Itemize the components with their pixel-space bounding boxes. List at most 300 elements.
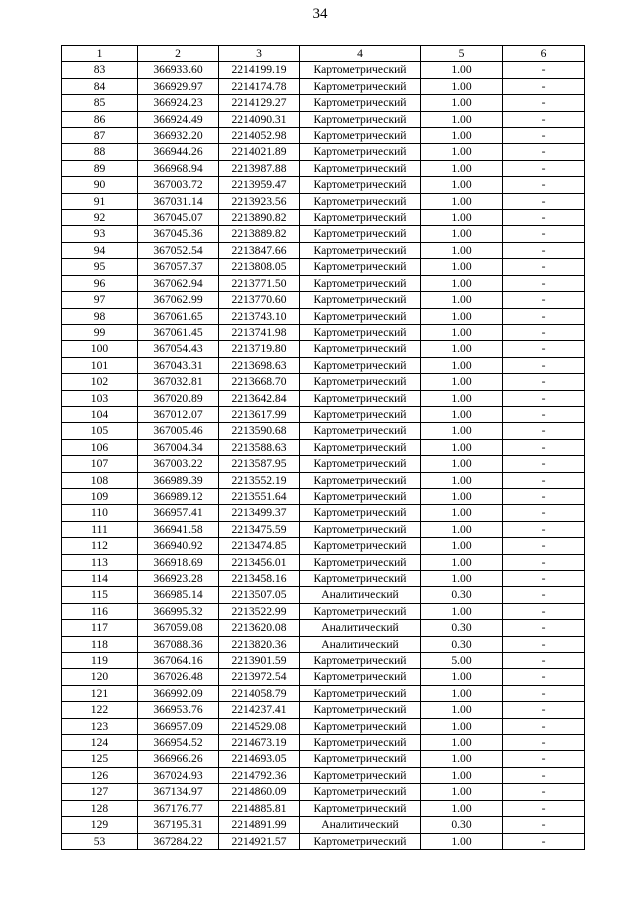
table-cell: 91: [62, 193, 138, 209]
table-cell: -: [503, 767, 585, 783]
table-cell: 0.30: [421, 620, 503, 636]
table-cell: 1.00: [421, 784, 503, 800]
column-header: 4: [300, 46, 421, 62]
table-cell: 83: [62, 62, 138, 78]
column-header: 2: [138, 46, 219, 62]
table-cell: -: [503, 751, 585, 767]
table-cell: 367045.07: [138, 210, 219, 226]
table-cell: Картометрический: [300, 735, 421, 751]
table-cell: Картометрический: [300, 62, 421, 78]
table-cell: 97: [62, 292, 138, 308]
table-cell: 1.00: [421, 259, 503, 275]
table-cell: 367134.97: [138, 784, 219, 800]
table-cell: 366944.26: [138, 144, 219, 160]
table-row: [62, 685, 585, 701]
table-row: [62, 735, 585, 751]
table-cell: 2213890.82: [219, 210, 300, 226]
table-cell: 2213820.36: [219, 636, 300, 652]
table-cell: Картометрический: [300, 653, 421, 669]
table-cell: 367004.34: [138, 439, 219, 455]
table-cell: Аналитический: [300, 636, 421, 652]
table-cell: -: [503, 193, 585, 209]
table-cell: -: [503, 833, 585, 849]
table-cell: Картометрический: [300, 833, 421, 849]
table-cell: 367064.16: [138, 653, 219, 669]
table-cell: Картометрический: [300, 341, 421, 357]
table-row: [62, 193, 585, 209]
table-cell: 1.00: [421, 488, 503, 504]
table-row: [62, 390, 585, 406]
table-cell: 367062.99: [138, 292, 219, 308]
table-cell: Картометрический: [300, 242, 421, 258]
table-cell: 2213743.10: [219, 308, 300, 324]
table-cell: Картометрический: [300, 111, 421, 127]
table-cell: 2214199.19: [219, 62, 300, 78]
table-cell: 1.00: [421, 767, 503, 783]
table-cell: 366995.32: [138, 603, 219, 619]
table-cell: 2213587.95: [219, 456, 300, 472]
table-cell: 87: [62, 128, 138, 144]
table-cell: 101: [62, 357, 138, 373]
table-row: [62, 603, 585, 619]
table-cell: Картометрический: [300, 767, 421, 783]
table-cell: 1.00: [421, 78, 503, 94]
table-cell: 114: [62, 571, 138, 587]
table-row: [62, 505, 585, 521]
table-cell: 1.00: [421, 374, 503, 390]
table-cell: 126: [62, 767, 138, 783]
table-cell: Картометрический: [300, 210, 421, 226]
table-cell: 98: [62, 308, 138, 324]
table-cell: 118: [62, 636, 138, 652]
table-cell: -: [503, 571, 585, 587]
table-cell: 90: [62, 177, 138, 193]
table-cell: 109: [62, 488, 138, 504]
table-cell: 366924.23: [138, 95, 219, 111]
table-cell: -: [503, 226, 585, 242]
table-row: [62, 751, 585, 767]
table-cell: -: [503, 210, 585, 226]
table-row: [62, 210, 585, 226]
table-cell: Картометрический: [300, 374, 421, 390]
table-cell: 1.00: [421, 505, 503, 521]
table-cell: 1.00: [421, 160, 503, 176]
table-cell: 92: [62, 210, 138, 226]
table-cell: -: [503, 308, 585, 324]
table-cell: 367062.94: [138, 275, 219, 291]
table-row: [62, 784, 585, 800]
table-cell: 367024.93: [138, 767, 219, 783]
table-cell: 2213499.37: [219, 505, 300, 521]
table-row: [62, 242, 585, 258]
table-cell: 1.00: [421, 144, 503, 160]
table-cell: 2214237.41: [219, 702, 300, 718]
table-cell: 367054.43: [138, 341, 219, 357]
table-row: [62, 341, 585, 357]
table-row: [62, 292, 585, 308]
table-cell: 2213959.47: [219, 177, 300, 193]
table-cell: 1.00: [421, 210, 503, 226]
table-cell: 366923.28: [138, 571, 219, 587]
table-cell: Картометрический: [300, 702, 421, 718]
table-row: [62, 324, 585, 340]
table-cell: 1.00: [421, 800, 503, 816]
table-row: [62, 571, 585, 587]
table-row: [62, 587, 585, 603]
table-cell: 84: [62, 78, 138, 94]
table-cell: 2214090.31: [219, 111, 300, 127]
table-cell: 0.30: [421, 817, 503, 833]
table-cell: 1.00: [421, 702, 503, 718]
table-cell: 1.00: [421, 554, 503, 570]
table-cell: 122: [62, 702, 138, 718]
table-cell: 367061.65: [138, 308, 219, 324]
table-cell: Картометрический: [300, 456, 421, 472]
column-header: 6: [503, 46, 585, 62]
table-cell: 366989.12: [138, 488, 219, 504]
table-cell: Картометрический: [300, 718, 421, 734]
table-cell: 0.30: [421, 587, 503, 603]
table-cell: 89: [62, 160, 138, 176]
table-cell: 2214174.78: [219, 78, 300, 94]
table-cell: Аналитический: [300, 587, 421, 603]
table-cell: -: [503, 374, 585, 390]
table-cell: 2214129.27: [219, 95, 300, 111]
table-row: [62, 357, 585, 373]
table-cell: 2214021.89: [219, 144, 300, 160]
table-cell: Картометрический: [300, 324, 421, 340]
table-cell: -: [503, 324, 585, 340]
table-row: [62, 423, 585, 439]
table-cell: Картометрический: [300, 423, 421, 439]
table-cell: 1.00: [421, 406, 503, 422]
table-cell: 95: [62, 259, 138, 275]
table-row: [62, 521, 585, 537]
table-cell: -: [503, 800, 585, 816]
table-cell: 367059.08: [138, 620, 219, 636]
page-number: 34: [312, 6, 328, 22]
table-cell: -: [503, 521, 585, 537]
table-cell: -: [503, 538, 585, 554]
table-cell: Картометрический: [300, 571, 421, 587]
table-cell: -: [503, 128, 585, 144]
table-cell: Картометрический: [300, 685, 421, 701]
table-cell: 2213458.16: [219, 571, 300, 587]
table-cell: Картометрический: [300, 669, 421, 685]
table-cell: 2214885.81: [219, 800, 300, 816]
table-cell: 104: [62, 406, 138, 422]
table-cell: 107: [62, 456, 138, 472]
table-cell: 112: [62, 538, 138, 554]
table-cell: Картометрический: [300, 521, 421, 537]
table-cell: 1.00: [421, 833, 503, 849]
table-cell: 1.00: [421, 341, 503, 357]
table-cell: 367031.14: [138, 193, 219, 209]
table-row: [62, 177, 585, 193]
table-cell: 1.00: [421, 669, 503, 685]
table-cell: 1.00: [421, 324, 503, 340]
table-row: [62, 62, 585, 78]
table-row: [62, 111, 585, 127]
table-cell: 1.00: [421, 521, 503, 537]
table-row: [62, 275, 585, 291]
table-cell: -: [503, 587, 585, 603]
table-cell: 2213987.88: [219, 160, 300, 176]
table-cell: 1.00: [421, 226, 503, 242]
table-cell: 367284.22: [138, 833, 219, 849]
table-cell: 2213719.80: [219, 341, 300, 357]
column-header: 5: [421, 46, 503, 62]
table-row: [62, 636, 585, 652]
table-cell: 366968.94: [138, 160, 219, 176]
table-cell: 100: [62, 341, 138, 357]
table-cell: 1.00: [421, 308, 503, 324]
table-row: [62, 374, 585, 390]
table-cell: 367057.37: [138, 259, 219, 275]
table-row: [62, 669, 585, 685]
table-cell: 2213620.08: [219, 620, 300, 636]
table-row: [62, 144, 585, 160]
table-cell: -: [503, 554, 585, 570]
table-cell: Картометрический: [300, 472, 421, 488]
table-cell: 2213617.99: [219, 406, 300, 422]
table-cell: Картометрический: [300, 95, 421, 111]
table-cell: 105: [62, 423, 138, 439]
table-cell: 2213741.98: [219, 324, 300, 340]
table-cell: 2214860.09: [219, 784, 300, 800]
table-cell: Картометрический: [300, 144, 421, 160]
table-cell: Картометрический: [300, 259, 421, 275]
table-cell: 53: [62, 833, 138, 849]
table-cell: 108: [62, 472, 138, 488]
table-cell: 1.00: [421, 538, 503, 554]
table-cell: Картометрический: [300, 800, 421, 816]
table-cell: -: [503, 95, 585, 111]
table-cell: 0.30: [421, 636, 503, 652]
table-cell: 367020.89: [138, 390, 219, 406]
table-cell: 117: [62, 620, 138, 636]
table-cell: 121: [62, 685, 138, 701]
table-cell: 2213808.05: [219, 259, 300, 275]
table-cell: -: [503, 439, 585, 455]
table-row: [62, 308, 585, 324]
table-cell: 1.00: [421, 685, 503, 701]
table-cell: -: [503, 702, 585, 718]
table-cell: 119: [62, 653, 138, 669]
table-cell: 366941.58: [138, 521, 219, 537]
table-cell: 120: [62, 669, 138, 685]
table-cell: 1.00: [421, 357, 503, 373]
table-cell: 128: [62, 800, 138, 816]
table-cell: 103: [62, 390, 138, 406]
table-cell: 88: [62, 144, 138, 160]
table-cell: -: [503, 341, 585, 357]
table-cell: Картометрический: [300, 193, 421, 209]
table-row: [62, 456, 585, 472]
table-cell: 1.00: [421, 193, 503, 209]
table-cell: 96: [62, 275, 138, 291]
table-cell: Картометрический: [300, 505, 421, 521]
table-row: [62, 620, 585, 636]
table-cell: 366953.76: [138, 702, 219, 718]
table-cell: 366957.41: [138, 505, 219, 521]
table-cell: Картометрический: [300, 275, 421, 291]
table-cell: 2213668.70: [219, 374, 300, 390]
table-cell: 1.00: [421, 62, 503, 78]
table-row: [62, 718, 585, 734]
table-cell: 1.00: [421, 177, 503, 193]
table-cell: Картометрический: [300, 751, 421, 767]
table-cell: Картометрический: [300, 554, 421, 570]
table-cell: 2214529.08: [219, 718, 300, 734]
table-cell: 110: [62, 505, 138, 521]
table-cell: -: [503, 505, 585, 521]
table-row: [62, 488, 585, 504]
table-row: [62, 702, 585, 718]
table-cell: 366954.52: [138, 735, 219, 751]
table-cell: Картометрический: [300, 784, 421, 800]
table-cell: 2213551.64: [219, 488, 300, 504]
table-cell: 2213507.05: [219, 587, 300, 603]
table-cell: 367052.54: [138, 242, 219, 258]
table-cell: 366957.09: [138, 718, 219, 734]
table-cell: 116: [62, 603, 138, 619]
table-cell: -: [503, 62, 585, 78]
table-cell: 367012.07: [138, 406, 219, 422]
table-cell: -: [503, 620, 585, 636]
table-cell: -: [503, 357, 585, 373]
table-cell: 1.00: [421, 292, 503, 308]
table-cell: -: [503, 160, 585, 176]
table-cell: 115: [62, 587, 138, 603]
column-header: 3: [219, 46, 300, 62]
table-cell: 367003.22: [138, 456, 219, 472]
table-row: [62, 472, 585, 488]
table-cell: 1.00: [421, 571, 503, 587]
table-cell: Картометрический: [300, 308, 421, 324]
table-cell: 367088.36: [138, 636, 219, 652]
table-cell: 111: [62, 521, 138, 537]
table-cell: 2214891.99: [219, 817, 300, 833]
table-cell: -: [503, 603, 585, 619]
table-cell: Картометрический: [300, 488, 421, 504]
table-cell: 367061.45: [138, 324, 219, 340]
table-cell: 2213522.99: [219, 603, 300, 619]
table-row: [62, 833, 585, 849]
table-cell: 113: [62, 554, 138, 570]
table-row: [62, 554, 585, 570]
table-cell: 1.00: [421, 111, 503, 127]
table-cell: -: [503, 653, 585, 669]
table-row: [62, 538, 585, 554]
table-cell: -: [503, 669, 585, 685]
table-cell: 1.00: [421, 95, 503, 111]
table-cell: 1.00: [421, 242, 503, 258]
table-cell: 123: [62, 718, 138, 734]
table-cell: 366992.09: [138, 685, 219, 701]
table-cell: 367005.46: [138, 423, 219, 439]
table-cell: 1.00: [421, 275, 503, 291]
table-cell: 129: [62, 817, 138, 833]
table-cell: 367003.72: [138, 177, 219, 193]
table-cell: 366940.92: [138, 538, 219, 554]
table-cell: 2214693.05: [219, 751, 300, 767]
table-cell: 1.00: [421, 423, 503, 439]
table-cell: -: [503, 292, 585, 308]
table-cell: 366932.20: [138, 128, 219, 144]
table-cell: Картометрический: [300, 292, 421, 308]
table-cell: 2213901.59: [219, 653, 300, 669]
table-cell: 2213698.63: [219, 357, 300, 373]
table-cell: Картометрический: [300, 177, 421, 193]
table-header-row: [62, 46, 585, 62]
table-cell: 2214673.19: [219, 735, 300, 751]
table-cell: 1.00: [421, 472, 503, 488]
table-row: [62, 406, 585, 422]
table-cell: -: [503, 784, 585, 800]
table-cell: 367195.31: [138, 817, 219, 833]
table-cell: 366929.97: [138, 78, 219, 94]
table-cell: 2213456.01: [219, 554, 300, 570]
table-cell: 2213923.56: [219, 193, 300, 209]
table-cell: -: [503, 259, 585, 275]
table-cell: 102: [62, 374, 138, 390]
table-row: [62, 817, 585, 833]
table-cell: 2213642.84: [219, 390, 300, 406]
table-body: [62, 62, 585, 850]
table-cell: 366918.69: [138, 554, 219, 570]
table-cell: -: [503, 144, 585, 160]
table-row: [62, 95, 585, 111]
table-cell: 2213474.85: [219, 538, 300, 554]
table-cell: 5.00: [421, 653, 503, 669]
table-cell: -: [503, 390, 585, 406]
table-row: [62, 78, 585, 94]
table-cell: 127: [62, 784, 138, 800]
table-cell: 2213847.66: [219, 242, 300, 258]
table-cell: 94: [62, 242, 138, 258]
table-cell: 2214052.98: [219, 128, 300, 144]
table-cell: Картометрический: [300, 78, 421, 94]
table-cell: Картометрический: [300, 603, 421, 619]
table-cell: 106: [62, 439, 138, 455]
table-cell: -: [503, 275, 585, 291]
table-cell: 99: [62, 324, 138, 340]
table-row: [62, 800, 585, 816]
table-cell: 2214792.36: [219, 767, 300, 783]
table-cell: 366933.60: [138, 62, 219, 78]
table-row: [62, 259, 585, 275]
table-cell: 2213475.59: [219, 521, 300, 537]
table-cell: -: [503, 111, 585, 127]
table-cell: Картометрический: [300, 226, 421, 242]
table-row: [62, 160, 585, 176]
table-cell: 2213972.54: [219, 669, 300, 685]
table-cell: -: [503, 685, 585, 701]
table-row: [62, 767, 585, 783]
table-cell: -: [503, 735, 585, 751]
table-cell: Аналитический: [300, 817, 421, 833]
table-cell: 124: [62, 735, 138, 751]
table-cell: 93: [62, 226, 138, 242]
table-cell: 2213552.19: [219, 472, 300, 488]
table-cell: Аналитический: [300, 620, 421, 636]
table-row: [62, 226, 585, 242]
table-cell: -: [503, 636, 585, 652]
table-cell: 125: [62, 751, 138, 767]
table-cell: Картометрический: [300, 439, 421, 455]
table-cell: 1.00: [421, 456, 503, 472]
